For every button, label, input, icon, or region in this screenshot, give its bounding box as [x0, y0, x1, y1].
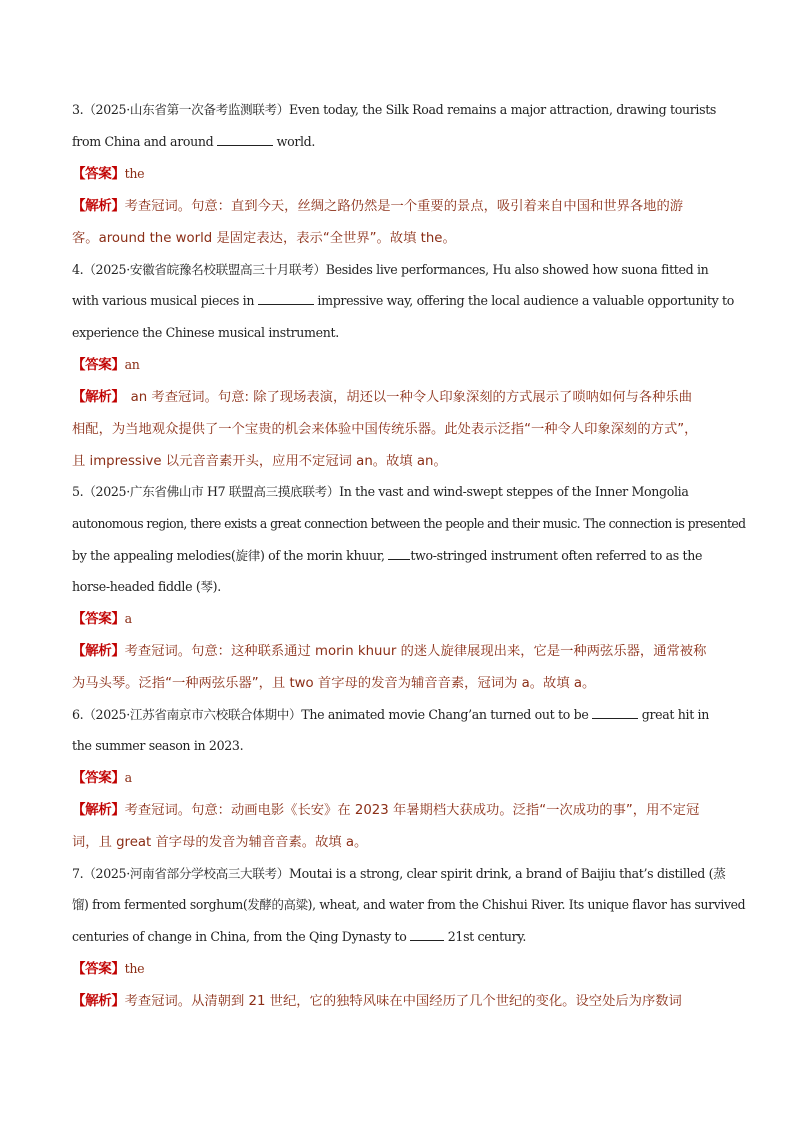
q6-blank: [592, 705, 638, 719]
q7-stem-line-2: 馏) from fermented sorghum(发酵的高粱), wheat, and water from the Chishui River. Its unique flavor has survived: [72, 897, 746, 912]
q7-stem-line-1: 7.（2025·河南省部分学校高三大联考）Moutai is a strong, clear spirit drink, a brand of Baijiu that’s distilled (蒸: [72, 866, 726, 881]
q5-stem-line-1: 5.（2025·广东省佛山市 H7 联盟高三摸底联考）In the vast and wind-swept steppes of the Inner Mongolia: [72, 484, 689, 499]
q4-analysis-line-2: 相配，为当地观众提供了一个宝贵的机会来体验中国传统乐器。此处表示泛指“一种令人印象深刻的方式”，: [72, 422, 698, 437]
q3-blank: [217, 132, 273, 146]
q3-analysis-line-2: 客。around the world 是固定表达，表示“全世界”。故填 the。: [72, 231, 456, 246]
q4-analysis-line-1: 【解析】 an 考查冠词。句意: 除了现场表演，胡还以一种令人印象深刻的方式展示了唢呐如何与各种乐曲: [72, 389, 692, 405]
q6-analysis-line-1: 【解析】考查冠词。句意：动画电影《长安》在 2023 年暑期档大获成功。泛指“一次成功的事”，用不定冠: [72, 802, 700, 818]
q6-stem-line-1: 6.（2025·江苏省南京市六校联合体期中）The animated movie Chang’an turned out to be great hit in: [72, 707, 709, 722]
q5-analysis-line-1: 【解析】考查冠词。句意：这种联系通过 morin khuur 的迷人旋律展现出来，它是一种两弦乐器，通常被称: [72, 643, 707, 659]
q5-blank: [388, 546, 410, 560]
q4-answer: 【答案】an: [72, 357, 140, 373]
q7-stem-line-3: centuries of change in China, from the Qing Dynasty to 21st century.: [72, 929, 527, 944]
q6-stem-line-2: the summer season in 2023.: [72, 738, 244, 753]
q3-stem-line-2: from China and around world.: [72, 134, 316, 149]
q4-stem-line-1: 4.（2025·安徽省皖豫名校联盟高三十月联考）Besides live performances, Hu also showed how suona fitted in: [72, 262, 709, 277]
q5-stem-line-4: horse-headed fiddle (琴).: [72, 579, 221, 594]
q5-stem-line-2: autonomous region, there exists a great connection between the people and their music. The connection is presented: [72, 516, 746, 531]
q3-analysis-line-1: 【解析】考查冠词。句意：直到今天，丝绸之路仍然是一个重要的景点，吸引着来自中国和世界各地的游: [72, 198, 684, 214]
q3-answer: 【答案】the: [72, 166, 145, 182]
q5-answer: 【答案】a: [72, 611, 132, 627]
q4-stem-line-2: with various musical pieces in impressive way, offering the local audience a valuable opportunity to: [72, 293, 734, 308]
q7-blank: [410, 927, 444, 941]
q7-analysis-line-1: 【解析】考查冠词。从清朝到 21 世纪，它的独特风味在中国经历了几个世纪的变化。设空处后为序数词: [72, 993, 682, 1009]
q4-stem-line-3: experience the Chinese musical instrument.: [72, 325, 339, 340]
q4-analysis-line-3: 且 impressive 以元音音素开头，应用不定冠词 an。故填 an。: [72, 454, 447, 469]
q6-answer: 【答案】a: [72, 770, 132, 786]
q5-analysis-line-2: 为马头琴。泛指“一种两弦乐器”，且 two 首字母的发音为辅音音素，冠词为 a。故填 a。: [72, 676, 596, 691]
q5-stem-line-3: by the appealing melodies(旋律) of the morin khuur, two-stringed instrument often referred to as the: [72, 548, 703, 563]
q3-stem-line-1: 3.（2025·山东省第一次备考监测联考）Even today, the Silk Road remains a major attraction, drawing tourists: [72, 102, 717, 117]
q4-blank: [258, 291, 314, 305]
q7-answer: 【答案】the: [72, 961, 145, 977]
q6-analysis-line-2: 词，且 great 首字母的发音为辅音音素。故填 a。: [72, 835, 368, 850]
